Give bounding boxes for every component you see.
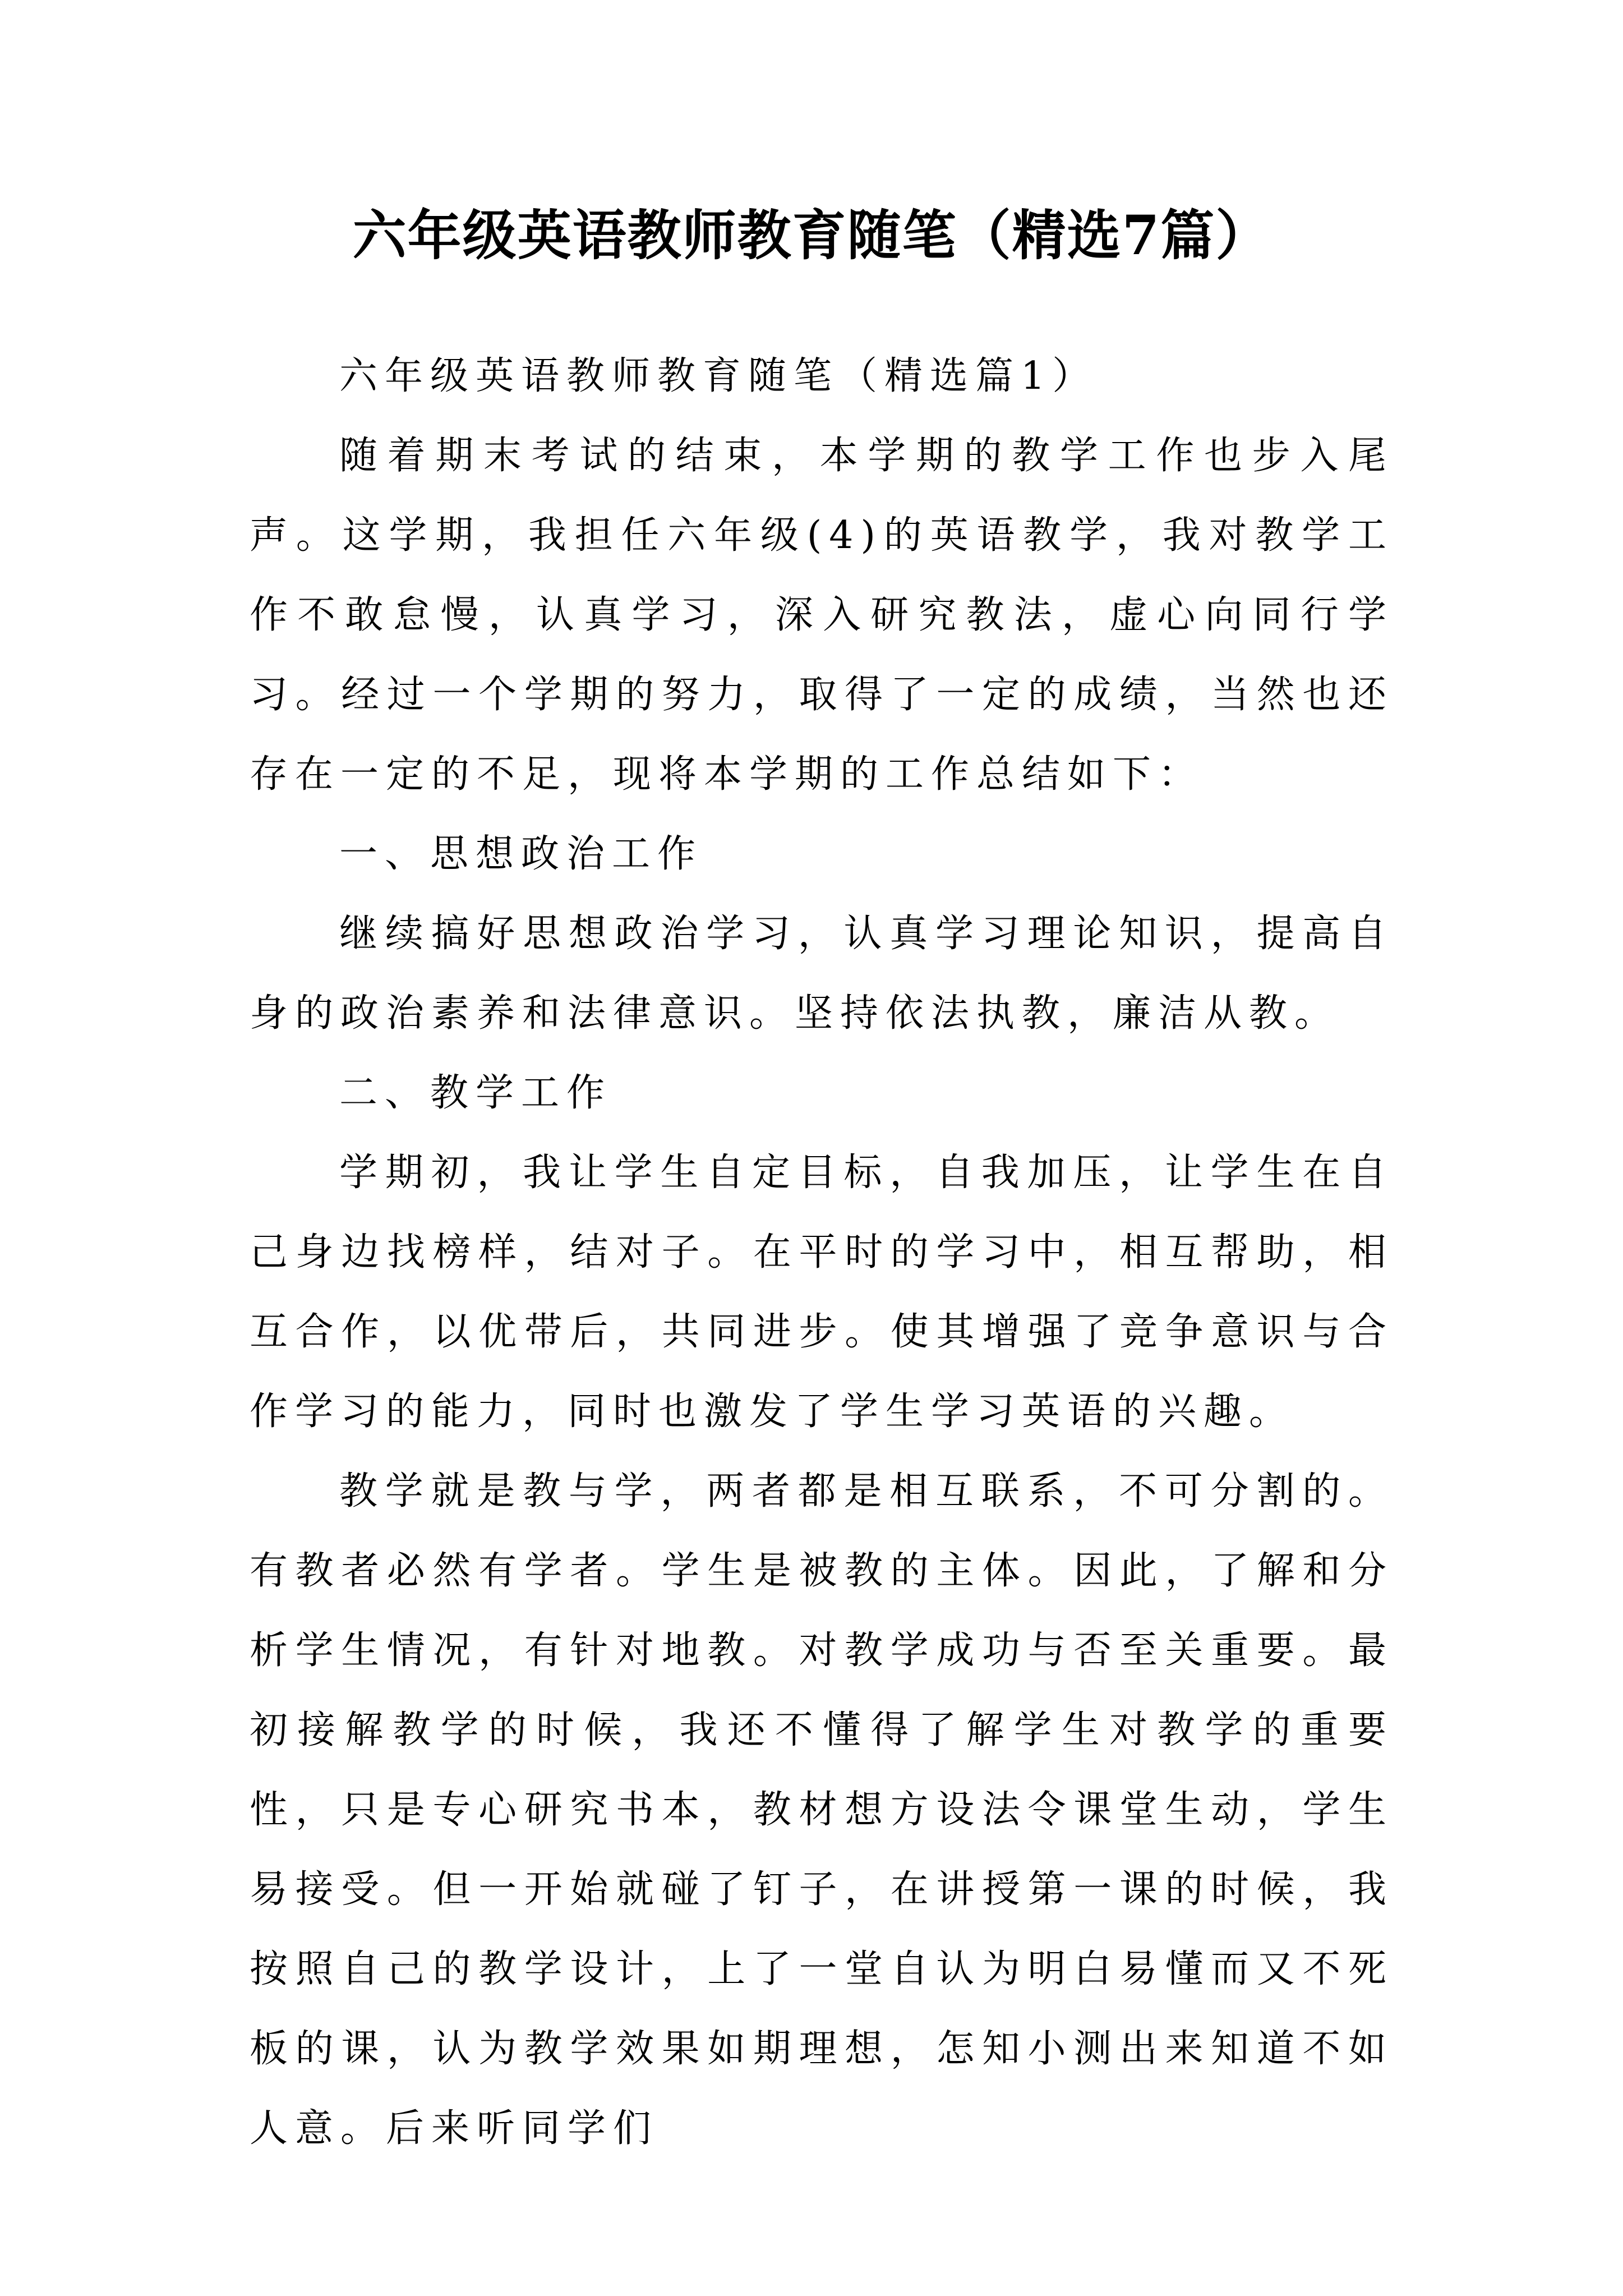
paragraph-goals: 学期初，我让学生自定目标，自我加压，让学生在自己身边找榜样，结对子。在平时的学习中，相互帮助，相互合作，以优带后，共同进步。使其增强了竞争意识与合作学习的能力，同时也激发了学生学习英语的兴趣。	[250, 1151, 1394, 1434]
section-heading-political: 一、思想政治工作	[339, 832, 703, 876]
paragraph-teaching: 教学就是教与学，两者都是相互联系，不可分割的。有教者必然有学者。学生是被教的主体。因此，了解和分析学生情况，有针对地教。对教学成功与否至关重要。最初接解教学的时候，我还不懂得了解学生对教学的重要性，只是专心研究书本，教材想方设法令课堂生动，学生易接受。但一开始就碰了钉子，在讲授第一课的时候，我按照自己的教学设计，上了一堂自认为明白易懂而又不死板的课，认为教学效果如期理想，怎知小测出来知道不如人意。后来听同学们	[250, 1469, 1394, 2151]
paragraph-intro: 随着期末考试的结束，本学期的教学工作也步入尾声。这学期，我担任六年级(4)的英语教学，我对教学工作不敢怠慢，认真学习，深入研究教法，虚心向同行学习。经过一个学期的努力，取得了一定的成绩，当然也还存在一定的不足，现将本学期的工作总结如下：	[250, 434, 1394, 797]
document-title: 六年级英语教师教育随笔（精选7篇）	[352, 204, 1271, 267]
section-heading-teaching: 二、教学工作	[339, 1071, 612, 1115]
section-heading-1: 六年级英语教师教育随笔（精选篇1）	[339, 354, 1098, 398]
document-body	[250, 337, 1394, 2169]
paragraph-political: 继续搞好思想政治学习，认真学习理论知识，提高自身的政治素养和法律意识。坚持依法执教，廉洁从教。	[250, 912, 1394, 1036]
